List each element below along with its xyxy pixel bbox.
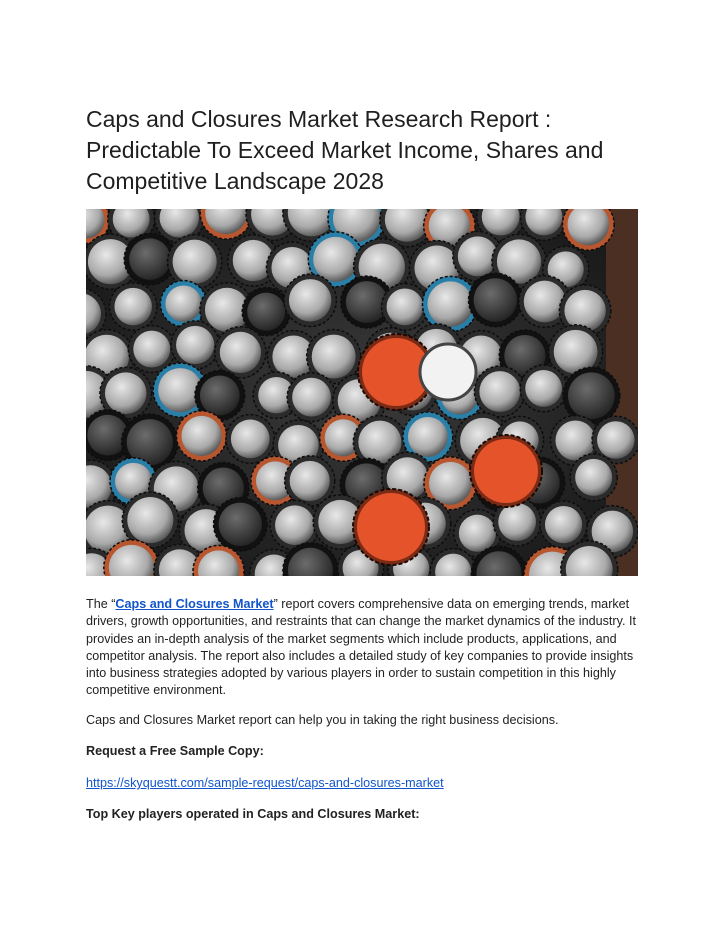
sample-request-link[interactable]: https://skyquestt.com/sample-request/caps-and-closures-market — [86, 776, 444, 790]
intro-before-link: The “ — [86, 597, 116, 611]
bottle-cap — [122, 492, 178, 548]
bottle-cap — [171, 321, 219, 369]
bottle-cap — [570, 454, 617, 501]
sample-heading: Request a Free Sample Copy: — [86, 744, 264, 758]
bottle-cap — [563, 367, 620, 424]
bottle-cap — [176, 411, 226, 461]
bottle-cap — [520, 365, 567, 412]
bottle-cap — [382, 283, 429, 330]
intro-after-link: ” report covers comprehensive data on emerging trends, market drivers, growth opportunities, and restraints that can change the market dynamics of the industry. It provides an in-depth analysis of the market segments which include products, applications, and competitor analysis. The report also includes a detailed study of key companies to provide insights into business strategies adopted by various players in order to sustain competition in this highly competitive environment. — [86, 597, 636, 698]
bottle-cap — [214, 498, 267, 551]
bottle-cap — [128, 326, 175, 373]
intro-paragraph — [86, 596, 642, 700]
bottle-cap — [474, 366, 525, 417]
white-bottle-cap — [420, 344, 476, 400]
sample-link-line — [86, 775, 642, 792]
orange-bottle-cap — [353, 489, 429, 565]
key-players-heading: Top Key players operated in Caps and Closures Market: — [86, 807, 420, 821]
market-report-link[interactable]: Caps and Closures Market — [115, 597, 274, 611]
decision-paragraph: Caps and Closures Market report can help you in taking the right business decisions. — [86, 713, 559, 727]
bottle-cap — [540, 501, 587, 548]
page-title: Caps and Closures Market Research Report : Predictable To Exceed Market Income, Shares and Competitive Landscape 2028 — [86, 106, 604, 194]
bottle-cap — [160, 281, 206, 327]
bottle-cap — [226, 415, 275, 464]
bottle-cap — [109, 283, 157, 331]
orange-bottle-cap — [470, 435, 542, 507]
bottle-caps-photo — [86, 209, 638, 576]
bottle-cap — [287, 373, 336, 422]
bottle-cap — [215, 327, 266, 378]
bottle-cap — [168, 235, 222, 289]
bottle-cap — [284, 274, 336, 326]
bottle-cap — [469, 273, 522, 326]
